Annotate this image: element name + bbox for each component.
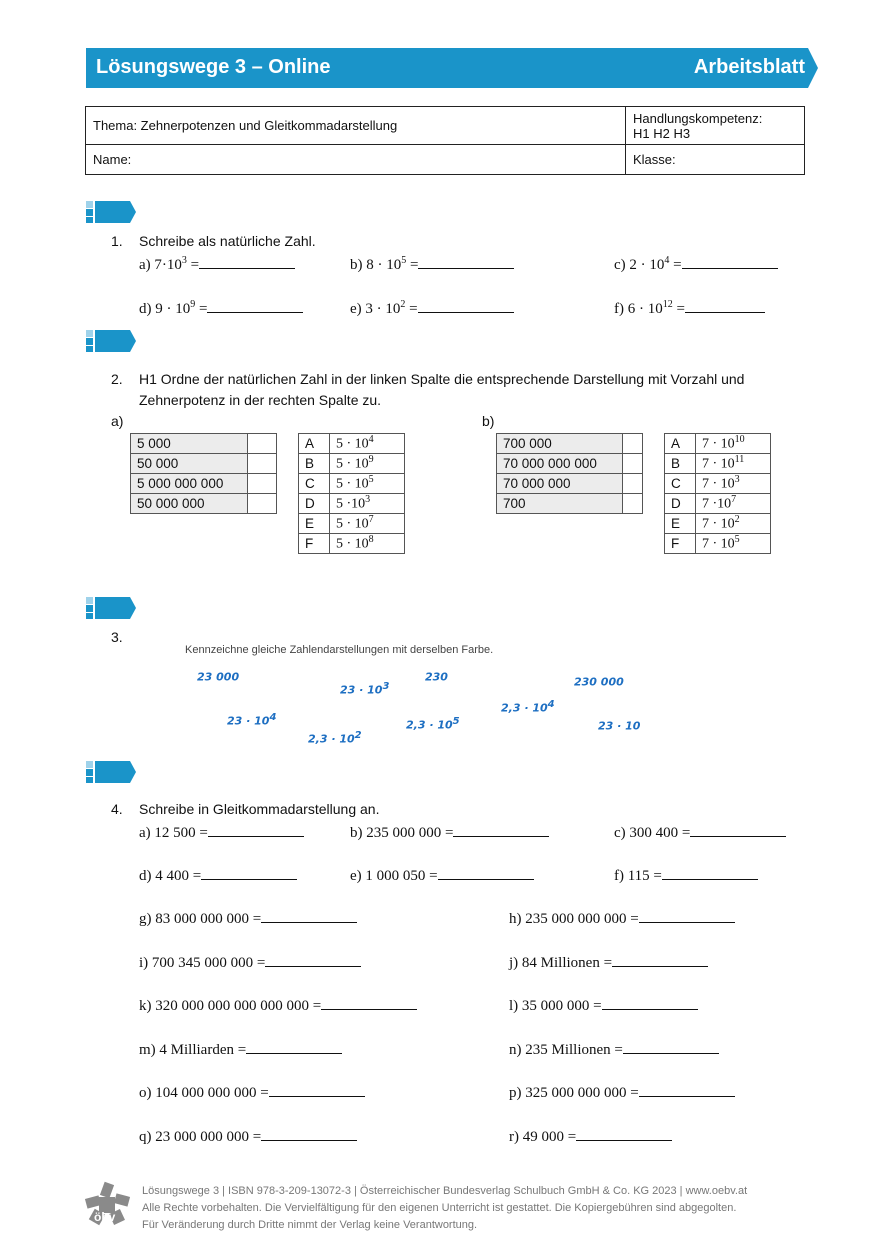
ex2-number: 2. bbox=[111, 371, 123, 387]
competence-label: Handlungskompetenz: bbox=[633, 110, 763, 126]
ex4-item-n: n) 235 Millionen = bbox=[509, 1039, 719, 1059]
ex3-number: 3. bbox=[111, 629, 123, 645]
ex3-instruction: Kennzeichne gleiche Zahlendarstellungen mit derselben Farbe. bbox=[185, 644, 494, 656]
table-row: C $7 \cdot 10^3$ bbox=[665, 474, 771, 494]
ex3-value-7[interactable]: $2,3 \cdot 10^5$ bbox=[406, 716, 460, 732]
answer-cell[interactable] bbox=[248, 454, 277, 474]
info-table bbox=[85, 106, 805, 175]
ex4-instruction: Schreibe in Gleitkommadarstellung an. bbox=[139, 801, 380, 817]
ex4-item-p: p) 325 000 000 000 = bbox=[509, 1082, 735, 1102]
ex1-item-c: c) $2 \cdot 10^4$ = bbox=[614, 254, 778, 274]
ex4-item-g: g) 83 000 000 000 = bbox=[139, 908, 357, 928]
ex4-item-q: q) 23 000 000 000 = bbox=[139, 1126, 357, 1146]
table-row: A $7 \cdot 10^{10}$ bbox=[665, 434, 771, 454]
table-row: 70 000 000 000 bbox=[497, 454, 643, 474]
section-tag-1 bbox=[86, 201, 136, 223]
answer-line[interactable] bbox=[261, 908, 357, 923]
ex3-value-2[interactable]: $23 \cdot 10^3$ bbox=[340, 681, 390, 697]
table-row: 700 bbox=[497, 494, 643, 514]
answer-cell[interactable] bbox=[623, 454, 643, 474]
ex4-item-e: e) 1 000 050 = bbox=[350, 865, 534, 885]
ex1-number: 1. bbox=[111, 233, 123, 249]
table-row: B $7 \cdot 10^{11}$ bbox=[665, 454, 771, 474]
table-row: C $5 \cdot 10^5$ bbox=[299, 474, 405, 494]
ex2b-left-table bbox=[496, 433, 643, 514]
answer-line[interactable] bbox=[438, 865, 534, 880]
ex2a-right-table bbox=[298, 433, 405, 554]
ex2-instruction-2: Zehnerpotenz in der rechten Spalte zu. bbox=[139, 392, 382, 408]
ex4-item-a: a) 12 500 = bbox=[139, 822, 304, 842]
ex4-item-r: r) 49 000 = bbox=[509, 1126, 672, 1146]
table-row: D $7 \cdot 10^7$ bbox=[665, 494, 771, 514]
answer-line[interactable] bbox=[201, 865, 297, 880]
competence-cell bbox=[626, 107, 805, 145]
ex3-value-9[interactable]: 23 · 10 bbox=[598, 719, 641, 733]
answer-cell[interactable] bbox=[623, 474, 643, 494]
ex3-value-6[interactable]: $2,3 \cdot 10^2$ bbox=[308, 730, 362, 746]
ex4-item-m: m) 4 Milliarden = bbox=[139, 1039, 342, 1059]
footer-line-2: Alle Rechte vorbehalten. Die Vervielfältigung für den eigenen Unterricht ist gestattet. Die Kopiergebühren sind abgegolten. bbox=[142, 1202, 737, 1214]
ex3-value-4[interactable]: 230 000 bbox=[574, 675, 624, 689]
table-row: F $7 \cdot 10^5$ bbox=[665, 534, 771, 554]
worksheet-type: Arbeitsblatt bbox=[693, 56, 805, 78]
oebv-logo-text: öbv bbox=[94, 1210, 116, 1224]
table-row: 70 000 000 bbox=[497, 474, 643, 494]
ex1-item-d: d) $9 \cdot 10^9$ = bbox=[139, 298, 303, 318]
section-tag-2 bbox=[86, 330, 136, 352]
topic-cell: Thema: Zehnerpotenzen und Gleitkommadarstellung bbox=[86, 107, 626, 145]
table-row: B $5 \cdot 10^9$ bbox=[299, 454, 405, 474]
section-tag-4 bbox=[86, 761, 136, 783]
header-title: Lösungswege 3 – Online bbox=[96, 56, 331, 78]
answer-line[interactable] bbox=[690, 822, 786, 837]
ex4-item-l: l) 35 000 000 = bbox=[509, 995, 698, 1015]
ex4-item-j: j) 84 Millionen = bbox=[509, 952, 708, 972]
table-row: 50 000 000 bbox=[131, 494, 277, 514]
ex2b-right-table bbox=[664, 433, 771, 554]
answer-line[interactable] bbox=[623, 1039, 719, 1054]
answer-line[interactable] bbox=[639, 908, 735, 923]
table-row: 700 000 bbox=[497, 434, 643, 454]
ex1-item-e: e) $3 \cdot 10^2$ = bbox=[350, 298, 514, 318]
answer-line[interactable] bbox=[265, 952, 361, 967]
footer-line-1: Lösungswege 3 | ISBN 978-3-209-13072-3 | Österreichischer Bundesverlag Schulbuch GmbH & Co. KG 2023 | www.oebv.at bbox=[142, 1185, 748, 1197]
oebv-logo bbox=[83, 1181, 131, 1229]
ex4-item-h: h) 235 000 000 000 = bbox=[509, 908, 735, 928]
ex4-item-f: f) 115 = bbox=[614, 865, 758, 885]
table-row: E $7 \cdot 10^2$ bbox=[665, 514, 771, 534]
footer bbox=[142, 1183, 747, 1234]
section-tag-3 bbox=[86, 597, 136, 619]
table-row: 5 000 bbox=[131, 434, 277, 454]
competence-values: H1 H2 H3 bbox=[633, 125, 691, 141]
table-row: F $5 \cdot 10^8$ bbox=[299, 534, 405, 554]
answer-cell[interactable] bbox=[623, 434, 643, 454]
answer-line[interactable] bbox=[639, 1082, 735, 1097]
answer-line[interactable] bbox=[199, 254, 295, 269]
answer-line[interactable] bbox=[662, 865, 758, 880]
answer-line[interactable] bbox=[682, 254, 778, 269]
ex2-part-a: a) bbox=[111, 413, 124, 429]
ex4-item-k: k) 320 000 000 000 000 000 = bbox=[139, 995, 417, 1015]
answer-line[interactable] bbox=[612, 952, 708, 967]
answer-cell[interactable] bbox=[248, 474, 277, 494]
answer-line[interactable] bbox=[602, 995, 698, 1010]
ex3-value-1[interactable]: 23 000 bbox=[197, 670, 240, 684]
answer-line[interactable] bbox=[261, 1126, 357, 1141]
ex3-value-5[interactable]: $23 \cdot 10^4$ bbox=[227, 712, 277, 728]
answer-line[interactable] bbox=[418, 298, 514, 313]
answer-cell[interactable] bbox=[623, 494, 643, 514]
ex1-item-f: f) $6 \cdot 10^{12}$ = bbox=[614, 298, 765, 318]
ex4-item-c: c) 300 400 = bbox=[614, 822, 786, 842]
answer-cell[interactable] bbox=[248, 494, 277, 514]
ex4-number: 4. bbox=[111, 801, 123, 817]
ex2-instruction-1: H1 Ordne der natürlichen Zahl in der linken Spalte die entsprechende Darstellung mit Vorzahl und bbox=[139, 371, 745, 387]
ex4-item-o: o) 104 000 000 000 = bbox=[139, 1082, 365, 1102]
ex2a-left-table bbox=[130, 433, 277, 514]
answer-line[interactable] bbox=[269, 1082, 365, 1097]
ex2-part-b: b) bbox=[482, 413, 495, 429]
footer-line-3: Für Veränderung durch Dritte nimmt der Verlag keine Verantwortung. bbox=[142, 1219, 478, 1231]
table-row: 50 000 bbox=[131, 454, 277, 474]
table-row: D $5 \cdot 10^3$ bbox=[299, 494, 405, 514]
ex4-item-b: b) 235 000 000 = bbox=[350, 822, 549, 842]
table-row: A $5 \cdot 10^4$ bbox=[299, 434, 405, 454]
answer-line[interactable] bbox=[576, 1126, 672, 1141]
ex3-value-8[interactable]: $2,3 \cdot 10^4$ bbox=[501, 699, 555, 715]
answer-line[interactable] bbox=[207, 298, 303, 313]
ex3-value-3[interactable]: 230 bbox=[425, 670, 448, 684]
ex4-item-i: i) 700 345 000 000 = bbox=[139, 952, 361, 972]
ex1-instruction: Schreibe als natürliche Zahl. bbox=[139, 233, 316, 249]
answer-line[interactable] bbox=[246, 1039, 342, 1054]
table-row: 5 000 000 000 bbox=[131, 474, 277, 494]
answer-line[interactable] bbox=[208, 822, 304, 837]
answer-line[interactable] bbox=[418, 254, 514, 269]
ex1-item-a: a) $7\cdot 10^3$ = bbox=[139, 254, 295, 274]
name-field[interactable]: Name: bbox=[86, 145, 626, 175]
class-field[interactable]: Klasse: bbox=[626, 145, 805, 175]
ex1-item-b: b) $8 \cdot 10^5$ = bbox=[350, 254, 514, 274]
answer-line[interactable] bbox=[321, 995, 417, 1010]
answer-line[interactable] bbox=[685, 298, 765, 313]
table-row: E $5 \cdot 10^7$ bbox=[299, 514, 405, 534]
answer-cell[interactable] bbox=[248, 434, 277, 454]
ex4-item-d: d) 4 400 = bbox=[139, 865, 297, 885]
answer-line[interactable] bbox=[453, 822, 549, 837]
